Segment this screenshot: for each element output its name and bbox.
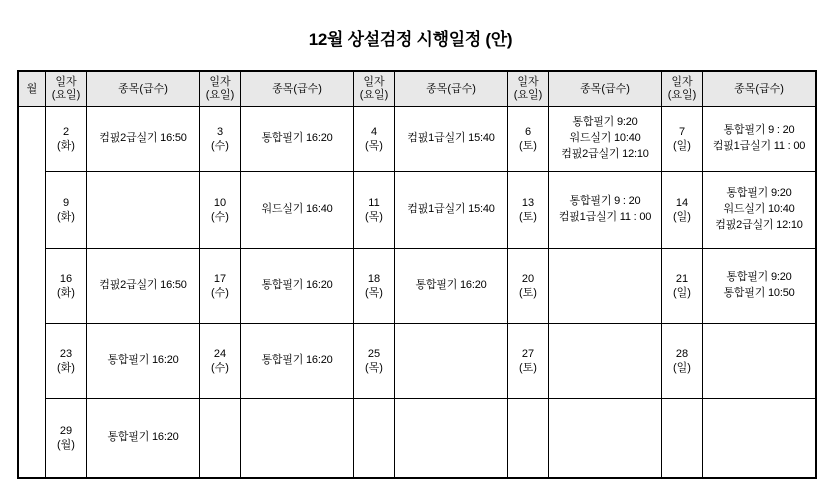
date-weekday: (수)	[211, 140, 229, 152]
date-number: 21	[675, 272, 689, 285]
item-cell	[241, 399, 354, 479]
date-weekday: (화)	[57, 362, 75, 374]
date-weekday: (일)	[673, 362, 691, 374]
item-line: 통합필기 10:50	[723, 287, 795, 299]
date-weekday: (일)	[673, 211, 691, 223]
item-cell	[549, 249, 662, 324]
date-cell	[200, 249, 241, 324]
date-cell	[354, 399, 395, 479]
table-header-row	[18, 71, 816, 107]
date-number: 10	[213, 196, 227, 209]
column-header-date-3	[354, 71, 395, 107]
item-cell	[703, 107, 817, 172]
item-line: 통합필기 9 : 20	[569, 195, 641, 208]
item-line: 통합필기 16:20	[107, 354, 179, 367]
column-header-date-line1: 일자	[209, 76, 231, 89]
date-cell	[662, 399, 703, 479]
date-number: 3	[216, 125, 224, 138]
table-row	[18, 324, 816, 399]
date-number: 6	[524, 125, 532, 138]
table-row	[18, 107, 816, 172]
item-line: 컴핈1급실기 11 : 00	[558, 211, 652, 223]
date-number: 23	[59, 347, 73, 360]
column-header-item-4: 종목(급수)	[549, 71, 662, 107]
table-row	[18, 172, 816, 249]
date-number: 29	[59, 424, 73, 437]
item-line: 컴핈1급실기 11 : 00	[712, 140, 806, 152]
date-weekday: (토)	[519, 140, 537, 152]
date-weekday: (일)	[673, 140, 691, 152]
date-weekday: (화)	[57, 140, 75, 152]
column-header-month: 월	[18, 71, 46, 107]
item-cell	[241, 324, 354, 399]
date-cell	[508, 249, 549, 324]
date-cell	[200, 107, 241, 172]
item-cell	[241, 172, 354, 249]
item-cell	[549, 399, 662, 479]
date-number: 14	[675, 196, 689, 209]
date-cell	[354, 324, 395, 399]
table-body	[18, 107, 816, 479]
date-number: 7	[678, 125, 686, 138]
item-cell	[703, 249, 817, 324]
item-line: 통합필기 16:20	[261, 279, 333, 292]
item-line: 컴핈2급실기 12:10	[715, 218, 803, 231]
date-cell	[508, 399, 549, 479]
date-weekday: (수)	[211, 362, 229, 374]
item-line: 통합필기 9 : 20	[723, 124, 795, 137]
date-weekday: (월)	[57, 439, 75, 451]
item-cell	[549, 324, 662, 399]
page-title: 12월 상설검정 시행일정 (안)	[308, 30, 513, 49]
column-header-date-line2: (요일)	[51, 89, 81, 101]
item-line: 컴핈1급실기 15:40	[407, 132, 495, 145]
date-cell	[46, 107, 87, 172]
item-cell	[241, 249, 354, 324]
date-weekday: (수)	[211, 211, 229, 223]
item-line: 통합필기 16:20	[261, 132, 333, 145]
date-cell	[46, 399, 87, 479]
column-header-date-line2: (요일)	[205, 89, 235, 101]
date-number: 9	[62, 196, 70, 209]
column-header-date-line1: 일자	[363, 76, 385, 89]
schedule-table-container	[17, 70, 804, 479]
date-weekday: (일)	[673, 287, 691, 299]
date-number: 28	[675, 347, 689, 360]
date-cell	[662, 172, 703, 249]
item-line: 통합필기 16:20	[107, 431, 179, 444]
column-header-date-line2: (요일)	[513, 89, 543, 101]
date-number: 4	[370, 125, 378, 138]
item-cell	[87, 399, 200, 479]
item-cell	[241, 107, 354, 172]
item-line: 컴핈2급실기 16:50	[99, 132, 187, 145]
date-cell	[354, 172, 395, 249]
item-line: 통합필기 9:20	[726, 271, 792, 284]
column-header-date-line2: (요일)	[667, 89, 697, 101]
column-header-item-5: 종목(급수)	[703, 71, 817, 107]
item-cell	[395, 172, 508, 249]
item-cell	[395, 249, 508, 324]
item-cell	[87, 172, 200, 249]
column-header-item-2: 종목(급수)	[241, 71, 354, 107]
table-row	[18, 249, 816, 324]
column-header-date-line1: 일자	[517, 76, 539, 89]
date-cell	[46, 324, 87, 399]
item-cell	[703, 399, 817, 479]
date-number: 17	[213, 272, 227, 285]
date-cell	[200, 172, 241, 249]
date-cell	[200, 399, 241, 479]
date-number: 2	[62, 125, 70, 138]
table-header	[18, 71, 816, 107]
item-cell	[87, 107, 200, 172]
item-line: 컴핈2급실기 12:10	[561, 147, 649, 160]
item-cell	[395, 107, 508, 172]
date-weekday: (토)	[519, 287, 537, 299]
date-cell	[46, 172, 87, 249]
date-number: 18	[367, 272, 381, 285]
item-cell	[703, 172, 817, 249]
column-header-date-2	[200, 71, 241, 107]
date-number: 13	[521, 196, 535, 209]
item-cell	[87, 249, 200, 324]
date-number: 16	[59, 272, 73, 285]
item-line: 컴핈1급실기 15:40	[407, 203, 495, 216]
item-line: 컴핈2급실기 16:50	[99, 279, 187, 292]
date-weekday: (목)	[365, 287, 383, 299]
item-line: 워드실기 10:40	[723, 203, 795, 216]
date-cell	[508, 172, 549, 249]
date-number: 27	[521, 347, 535, 360]
date-weekday: (토)	[519, 211, 537, 223]
item-line: 통합필기 9:20	[726, 187, 792, 200]
date-number: 24	[213, 347, 227, 360]
date-weekday: (토)	[519, 362, 537, 374]
date-cell	[508, 107, 549, 172]
item-line: 통합필기 9:20	[572, 116, 638, 129]
date-weekday: (수)	[211, 287, 229, 299]
item-cell	[395, 399, 508, 479]
item-line: 통합필기 16:20	[261, 354, 333, 367]
date-cell	[508, 324, 549, 399]
date-weekday: (목)	[365, 211, 383, 223]
date-cell	[200, 324, 241, 399]
column-header-item-3: 종목(급수)	[395, 71, 508, 107]
date-number: 20	[521, 272, 535, 285]
table-row	[18, 399, 816, 479]
date-weekday: (목)	[365, 140, 383, 152]
column-header-date-line1: 일자	[55, 76, 77, 89]
item-cell	[395, 324, 508, 399]
column-header-date-5	[662, 71, 703, 107]
schedule-table	[17, 70, 817, 479]
item-cell	[703, 324, 817, 399]
item-cell	[549, 172, 662, 249]
column-header-date-1	[46, 71, 87, 107]
date-weekday: (목)	[365, 362, 383, 374]
date-cell	[354, 107, 395, 172]
date-weekday: (화)	[57, 287, 75, 299]
column-header-date-4	[508, 71, 549, 107]
date-cell	[46, 249, 87, 324]
date-number: 25	[367, 347, 381, 360]
item-line: 워드실기 16:40	[261, 203, 333, 216]
date-cell	[354, 249, 395, 324]
column-header-item-1: 종목(급수)	[87, 71, 200, 107]
item-line: 통합필기 16:20	[415, 279, 487, 292]
item-line: 워드실기 10:40	[569, 132, 641, 145]
column-header-date-line1: 일자	[671, 76, 693, 89]
month-cell	[18, 107, 46, 479]
date-number: 11	[368, 196, 380, 209]
date-cell	[662, 249, 703, 324]
item-cell	[549, 107, 662, 172]
date-cell	[662, 324, 703, 399]
column-header-date-line2: (요일)	[359, 89, 389, 101]
date-weekday: (화)	[57, 211, 75, 223]
date-cell	[662, 107, 703, 172]
item-cell	[87, 324, 200, 399]
